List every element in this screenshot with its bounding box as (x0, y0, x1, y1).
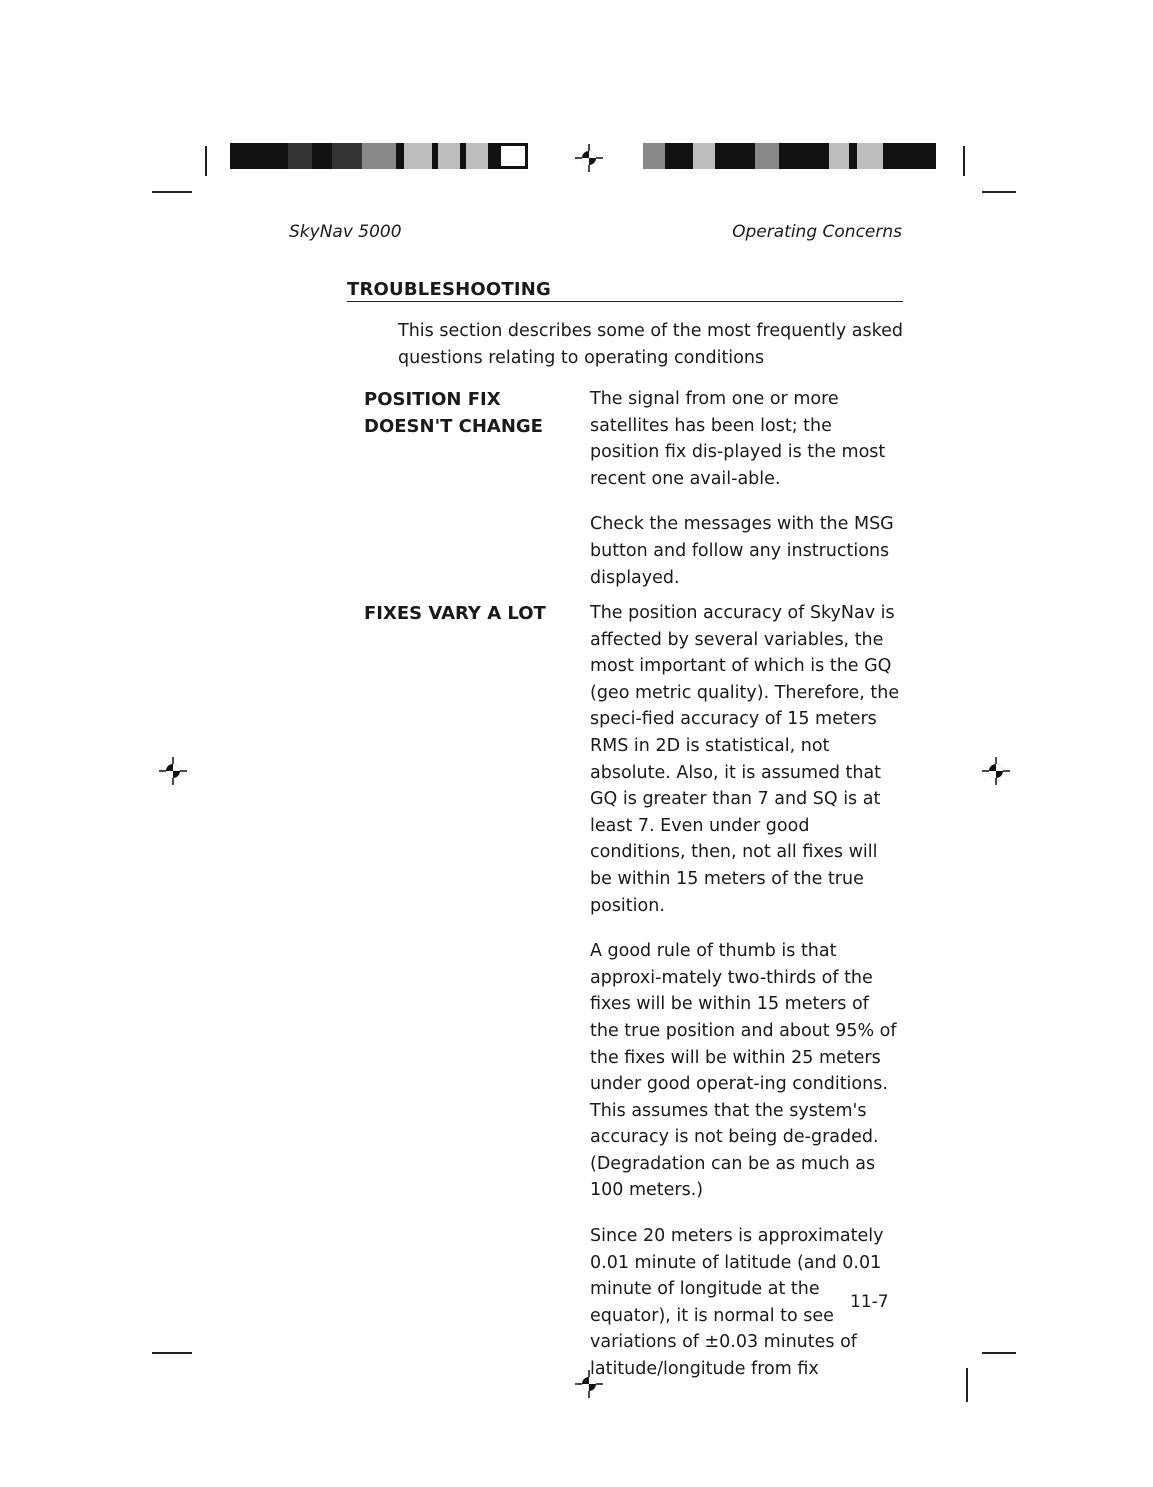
answer-paragraph: The position accuracy of SkyNav is affected by several variables, the most important of which is the GQ (geo metric quality). Therefore, the speci-fied accuracy of 15 meters RMS in 2D is statistical, not absolute. Also, it is assumed that GQ is greater than 7 and SQ is at least 7. Even under good conditions, then, not all fixes will be within 15 meters of the true position. (590, 603, 900, 916)
answer-paragraph: The signal from one or more satellites has been lost; the position fix dis-played is the most recent one avail-able. (590, 389, 886, 489)
answer-paragraph: Check the messages with the MSG button and follow any instructions displayed. (590, 514, 894, 588)
section-title: TROUBLESHOOTING (347, 279, 903, 302)
chapter-title: Operating Concerns (732, 222, 902, 242)
running-header (289, 222, 902, 242)
color-registration-bar-right (643, 143, 936, 169)
answer-paragraph: Since 20 meters is approximately 0.01 minute of latitude (and 0.01 minute of longitude at the equator), it is normal to see variations of ±0.03 minutes of latitude/longitude from fix (590, 1226, 884, 1380)
crop-mark (152, 1352, 192, 1354)
crop-mark (963, 146, 965, 176)
crop-mark (152, 191, 192, 193)
question-fixes-vary (364, 600, 574, 627)
answer-position-fix (590, 386, 902, 602)
crop-mark (982, 1352, 1016, 1354)
registration-mark-top-icon (575, 144, 603, 172)
question-line: FIXES VARY A LOT (364, 603, 546, 624)
crop-mark (205, 146, 207, 176)
answer-paragraph: A good rule of thumb is that approxi-mately two-thirds of the fixes will be within 15 meters of the true position and about 95% of the fixes will be within 25 meters under good operat-ing conditions. This assumes that the system's accuracy is not being de-graded. (Degradation can be as much as 100 meters.) (590, 941, 897, 1201)
registration-mark-left-icon (159, 757, 187, 785)
answer-fixes-vary (590, 600, 902, 1394)
question-line: DOESN'T CHANGE (364, 416, 543, 437)
product-name: SkyNav 5000 (289, 222, 402, 242)
question-line: POSITION FIX (364, 389, 501, 410)
color-registration-bar-left (230, 143, 528, 169)
page-number: 11-7 (850, 1292, 889, 1312)
registration-mark-right-icon (982, 757, 1010, 785)
question-position-fix (364, 386, 574, 440)
crop-mark (982, 191, 1016, 193)
crop-mark (966, 1368, 968, 1402)
section-intro: This section describes some of the most frequently asked questions relating to operating conditions (398, 321, 904, 368)
